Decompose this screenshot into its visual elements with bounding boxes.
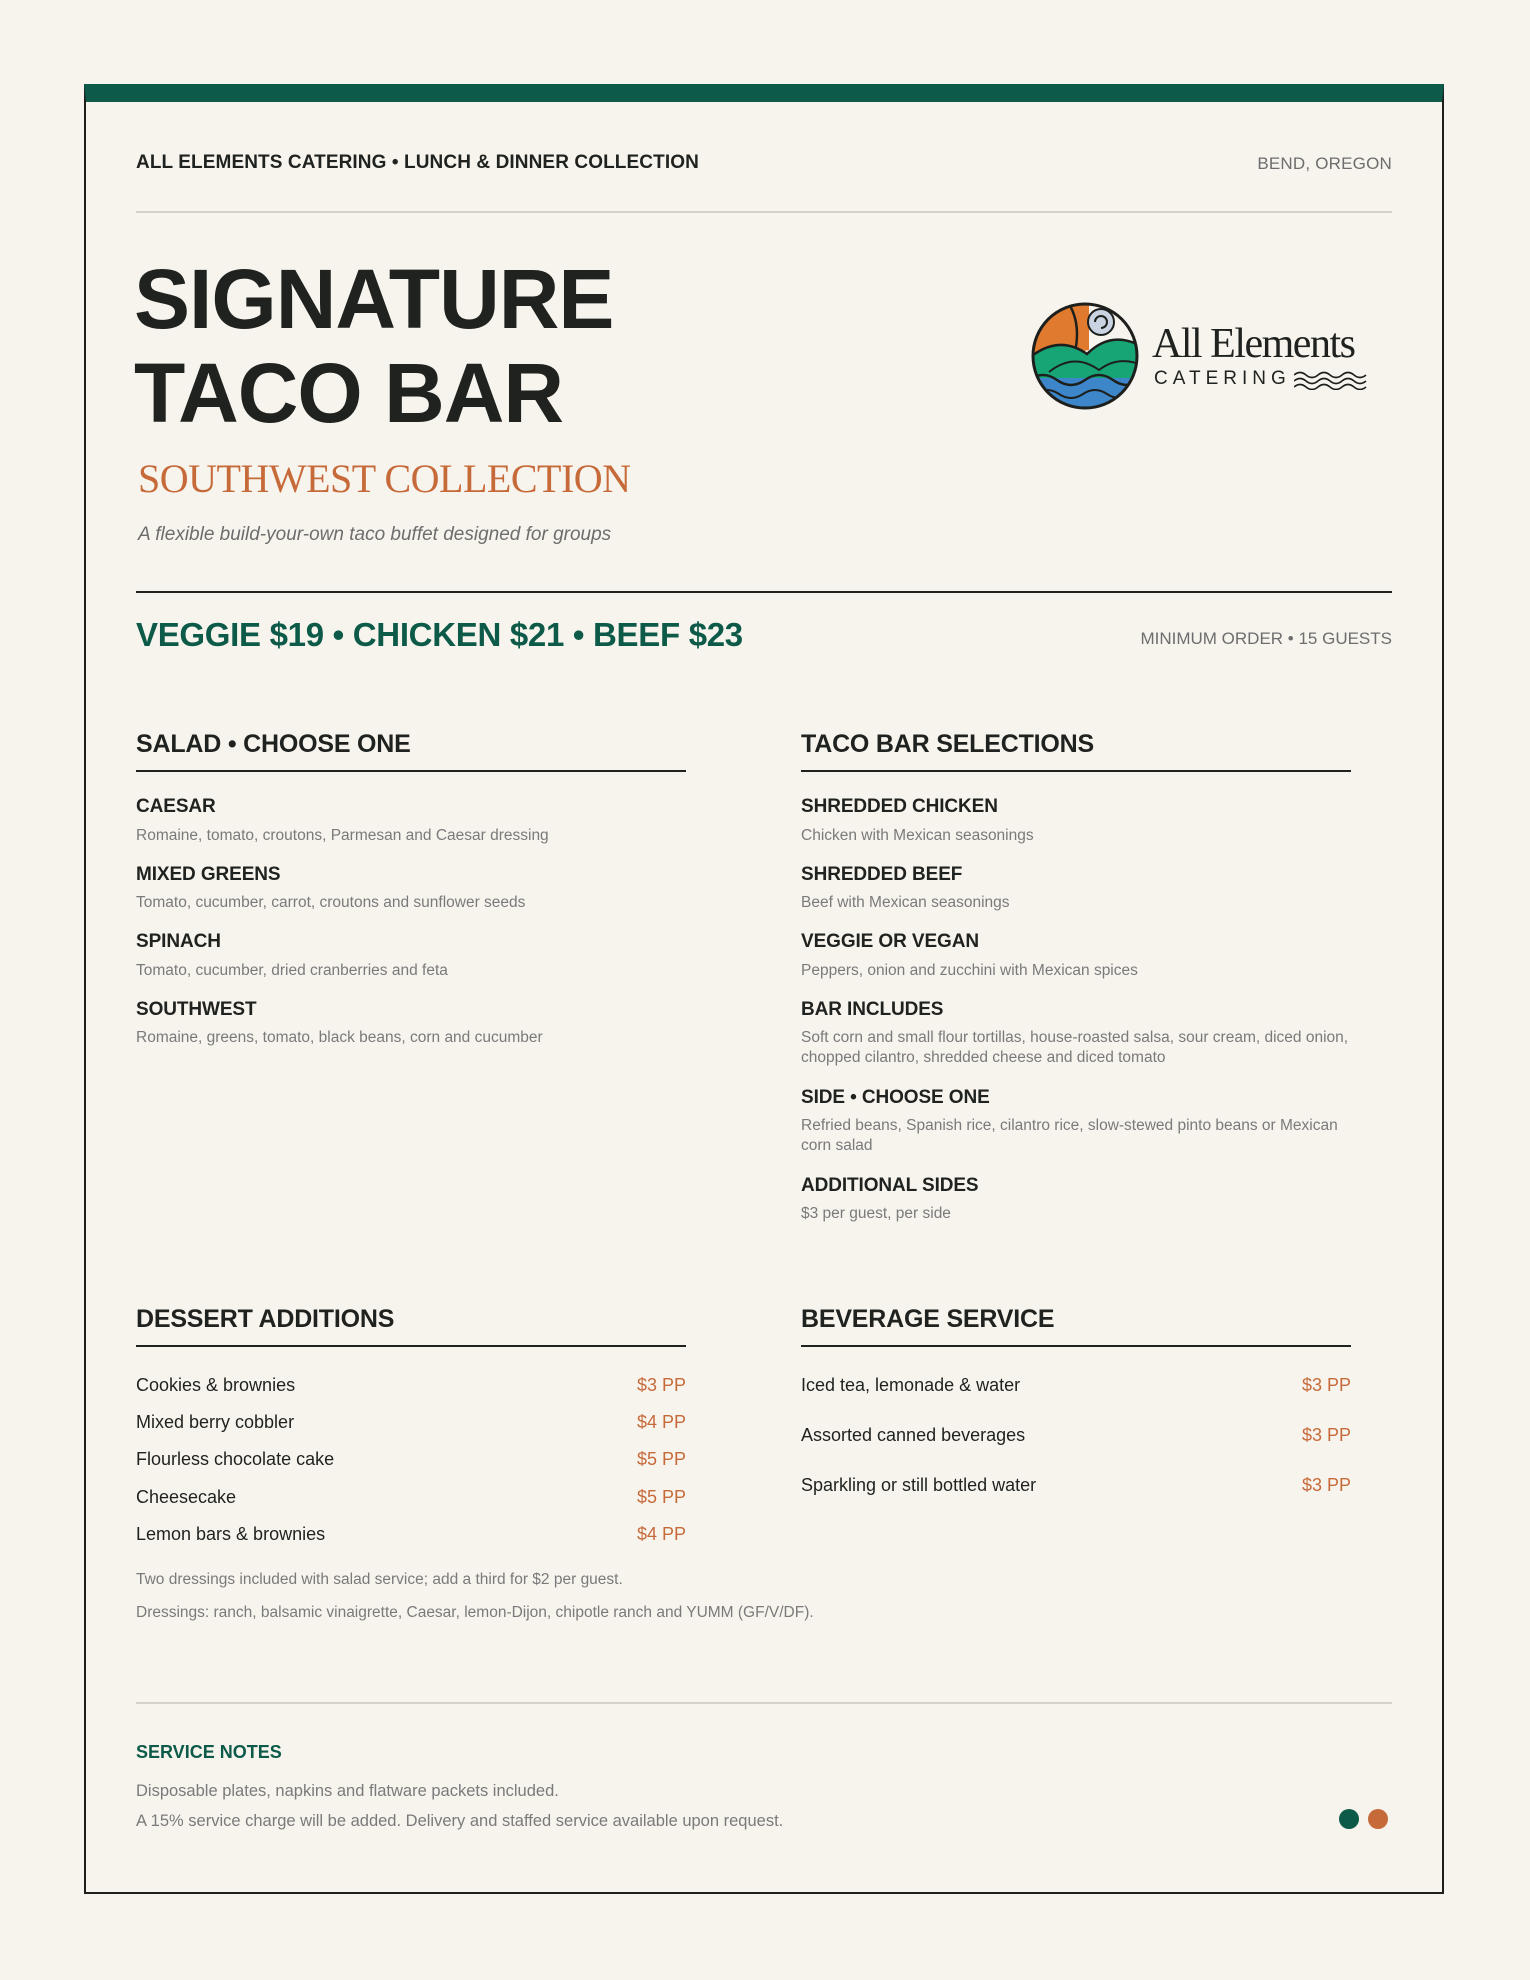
- taco-item-desc: Refried beans, Spanish rice, cilantro rice, slow-stewed pinto beans or Mexican corn salad: [801, 1117, 1338, 1154]
- orange-dot-icon: [1368, 1809, 1388, 1829]
- dessert-item-name: Cheesecake: [136, 1487, 237, 1507]
- salad-item-name: MIXED GREENS: [136, 864, 281, 885]
- taco-item-name: ADDITIONAL SIDES: [801, 1175, 979, 1196]
- dessert-item-price: $5 PP: [636, 1449, 686, 1469]
- salad-item-desc: Tomato, cucumber, dried cranberries and feta: [136, 962, 448, 979]
- beverage-item-name: Assorted canned beverages: [801, 1425, 1026, 1445]
- taco-item-name: BAR INCLUDES: [801, 999, 944, 1020]
- title-line-1: SIGNATURE: [134, 252, 614, 346]
- salad-item-desc: Romaine, greens, tomato, black beans, corn and cucumber: [136, 1029, 543, 1046]
- salad-item-desc: Tomato, cucumber, carrot, croutons and sunflower seeds: [136, 894, 526, 911]
- dessert-item-name: Cookies & brownies: [136, 1375, 296, 1395]
- hero-divider: [136, 591, 1392, 593]
- service-note-line: A 15% service charge will be added. Delivery and staffed service available upon request.: [136, 1812, 784, 1830]
- dessert-item-price: $4 PP: [636, 1412, 686, 1432]
- salad-item-name: SPINACH: [136, 931, 221, 952]
- header-divider: [136, 211, 1392, 213]
- menu-content: [136, 102, 1392, 1892]
- taco-item-desc: Beef with Mexican seasonings: [801, 894, 1010, 911]
- beverage-item-price: $3 PP: [1301, 1425, 1351, 1445]
- header-title: ALL ELEMENTS CATERING • LUNCH & DINNER COLLECTION: [136, 152, 699, 173]
- tagline: A flexible build-your-own taco buffet designed for groups: [138, 524, 612, 545]
- beverage-divider: [801, 1345, 1351, 1347]
- taco-item-desc: Chicken with Mexican seasonings: [801, 827, 1034, 844]
- dessert-item-price: $3 PP: [636, 1375, 686, 1395]
- dessert-item-price: $5 PP: [636, 1487, 686, 1507]
- beverage-item-price: $3 PP: [1301, 1475, 1351, 1495]
- service-note-line: Disposable plates, napkins and flatware packets included.: [136, 1782, 559, 1800]
- beverage-heading: BEVERAGE SERVICE: [801, 1305, 1055, 1333]
- beverage-item-name: Sparkling or still bottled water: [801, 1475, 1037, 1495]
- menu-card: [84, 84, 1444, 1894]
- dessert-item-name: Flourless chocolate cake: [136, 1449, 335, 1469]
- beverage-item-name: Iced tea, lemonade & water: [801, 1375, 1021, 1395]
- beverage-item-price: $3 PP: [1301, 1375, 1351, 1395]
- collection-subtitle: SOUTHWEST COLLECTION: [138, 456, 631, 501]
- header-location: BEND, OREGON: [1257, 154, 1392, 173]
- dressings-list: Dressings: ranch, balsamic vinaigrette, Caesar, lemon-Dijon, chipotle ranch and YUMM (GF/V/DF).: [136, 1604, 814, 1621]
- dessert-item-price: $4 PP: [636, 1524, 686, 1544]
- service-divider: [136, 1702, 1392, 1704]
- salad-item-desc: Romaine, tomato, croutons, Parmesan and Caesar dressing: [136, 827, 549, 844]
- logo-brand: All Elements: [1152, 321, 1355, 367]
- salad-item-name: SOUTHWEST: [136, 999, 257, 1020]
- salad-heading: SALAD • CHOOSE ONE: [136, 730, 411, 758]
- taco-item-name: SIDE • CHOOSE ONE: [801, 1087, 990, 1108]
- waves-icon: [1294, 370, 1368, 390]
- salad-divider: [136, 770, 686, 772]
- page-title: [134, 252, 613, 440]
- dessert-item-name: Lemon bars & brownies: [136, 1524, 326, 1544]
- price-line: VEGGIE $19 • CHICKEN $21 • BEEF $23: [136, 616, 743, 653]
- dessert-item-name: Mixed berry cobbler: [136, 1412, 295, 1432]
- salad-item-name: CAESAR: [136, 796, 216, 817]
- taco-item-name: VEGGIE OR VEGAN: [801, 931, 979, 952]
- service-notes-title: SERVICE NOTES: [136, 1742, 282, 1762]
- minimum-order: MINIMUM ORDER • 15 GUESTS: [1140, 629, 1392, 648]
- logo-subtitle: CATERING: [1154, 368, 1291, 389]
- taco-item-desc: $3 per guest, per side: [801, 1205, 951, 1222]
- logo-emblem-icon: [1029, 300, 1141, 412]
- taco-divider: [801, 770, 1351, 772]
- header-bar: [136, 150, 1392, 180]
- taco-item-name: SHREDDED BEEF: [801, 864, 963, 885]
- dessert-divider: [136, 1345, 686, 1347]
- dressing-note: Two dressings included with salad service; add a third for $2 per guest.: [136, 1571, 623, 1588]
- dessert-heading: DESSERT ADDITIONS: [136, 1305, 395, 1333]
- green-dot-icon: [1339, 1809, 1359, 1829]
- taco-item-name: SHREDDED CHICKEN: [801, 796, 998, 817]
- taco-heading: TACO BAR SELECTIONS: [801, 730, 1094, 758]
- taco-item-desc: Soft corn and small flour tortillas, house-roasted salsa, sour cream, diced onion, chopped cilantro, shredded cheese and diced tomato: [801, 1029, 1349, 1066]
- logo: [1029, 300, 1389, 420]
- title-line-2: TACO BAR: [134, 346, 564, 440]
- taco-item-desc: Peppers, onion and zucchini with Mexican spices: [801, 962, 1138, 979]
